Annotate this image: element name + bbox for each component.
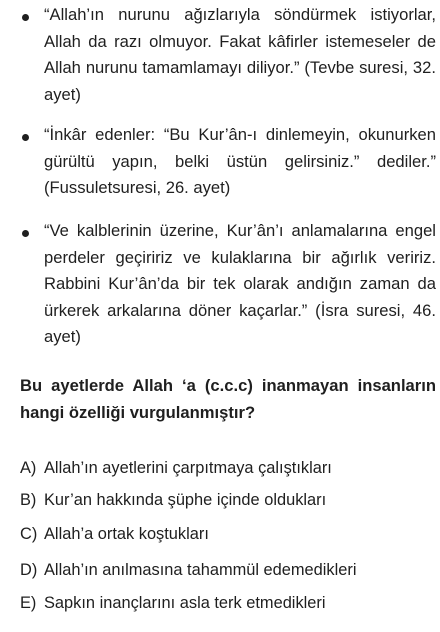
- question-stem: Bu ayetlerde Allah ‘a (c.c.c) inanmayan insanların hangi özelliği vurgulanmıştır?: [20, 376, 436, 422]
- option-text: Allah’ın anılmasına tahammül edemedikleri: [44, 561, 357, 579]
- option-e[interactable]: [20, 592, 436, 614]
- verse-text: “Ve kalblerinin üzerine, Kur’ân’ı anlamalarına engel perdeler geçiririz ve kulaklarına bir ağırlık veririz. Rabbini Kur’ân’da bir tek olarak andığın zaman da ürkerek arkalarına döner kaçarlar.” (İsra suresi, 46. ayet): [44, 221, 436, 346]
- verse-text: “Allah’ın nurunu ağızlarıyla söndürmek istiyorlar, Allah da razı olmuyor. Fakat kâfirler istemeseler de Allah nurunu tamamlamayı diliyor.” (Tevbe suresi, 32. ayet): [44, 5, 436, 104]
- option-text: Sapkın inançlarını asla terk etmedikleri: [44, 594, 326, 612]
- option-letter: A): [20, 459, 37, 477]
- option-a[interactable]: [20, 457, 436, 479]
- option-c[interactable]: [20, 523, 436, 545]
- option-letter: D): [20, 561, 38, 579]
- bullet-icon: [22, 230, 29, 237]
- bullet-icon: [22, 134, 29, 141]
- bullet-icon: [22, 14, 29, 21]
- option-text: Allah’a ortak koştukları: [44, 525, 209, 543]
- option-letter: C): [20, 525, 38, 543]
- option-text: Allah’ın ayetlerini çarpıtmaya çalıştıkları: [44, 459, 332, 477]
- option-text: Kur’an hakkında şüphe içinde oldukları: [44, 491, 327, 509]
- option-d[interactable]: [20, 559, 436, 581]
- option-letter: E): [20, 594, 37, 612]
- verse-text: “İnkâr edenler: “Bu Kur’ân-ı dinlemeyin, okunurken gürültü yapın, belki üstün gelirsiniz.” dediler.” (Fussuletsuresi, 26. ayet): [44, 125, 436, 197]
- option-b[interactable]: [20, 489, 436, 511]
- option-letter: B): [20, 491, 37, 509]
